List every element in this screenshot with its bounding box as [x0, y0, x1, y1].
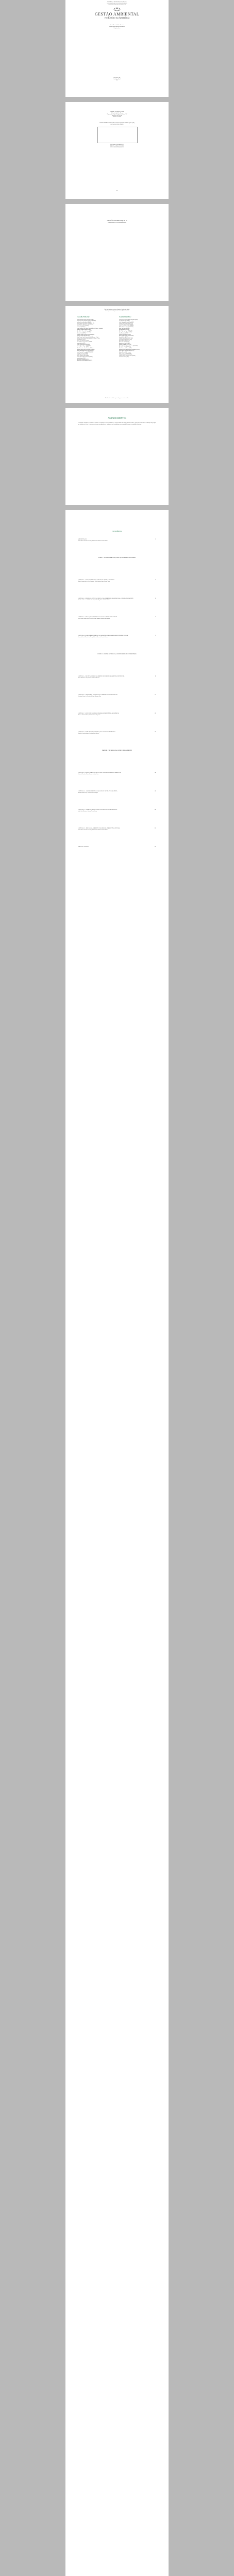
board-member-name: Carlos de Castro Neves Neto (UNESP): [119, 326, 134, 327]
toc-entry-page: 203: [154, 809, 156, 810]
toc-entry-page: 111: [154, 694, 156, 696]
isbn-line: ISBN Físico 978-85-444-3473-0: [110, 145, 124, 147]
board-member-name: Valdemir Antoneli (UNICENTRO): [119, 354, 132, 355]
board-member-name: Rodrigo Pratte-Santos (UFES): [77, 352, 88, 354]
board-member-name: Mauro Henrique de Barros Amoroso (FEBF/UERJ): [119, 345, 139, 347]
editor-name: Maria Luiza Barbosa Lima Matos: [109, 26, 125, 27]
toc-entry-authors: André Luiz Moreira, Juliana Farias Costa: [78, 811, 97, 812]
board-member-name: Antonio Nivaldo Hespanhol (UNESP): [119, 324, 133, 326]
isbn-line: DOI 10.24824/978854443473.0: [110, 147, 124, 148]
board-member-name: Marcel Mendes (Mackenzie): [119, 340, 130, 342]
copyright-footer: 2019: [116, 191, 118, 192]
editor-role: Organizadores: [113, 27, 121, 29]
acknowledgments-text: À Fundação Amazônia de Amparo a Estudos e Pesquisas do Pará (FAPESPA) e à Universidade do Estado do Pará (UEPA), pelo apoio concedido à realização da pesquisa que originou este livro. A todos os professores, pesquisadores e estudantes que contribuíram com seus trabalhos para a construção desta obra.: [78, 422, 156, 425]
editorial-board-list: [77, 319, 117, 362]
board-member-name: Sydione Santos (UEPG): [77, 358, 86, 359]
board-member-name: Leonel Severo Rocha (UNISINOS): [77, 344, 90, 346]
page-acknowledgments: [65, 408, 169, 505]
board-member-name: Edilson Soares de Souza (FABAPAR): [119, 327, 133, 328]
toc-entry-label: CAPÍTULO 10 – SAÚDE AMBIENTAL E QUALIDADE DE VIDA NA AMAZÔNIA 185: [78, 791, 156, 792]
half-title-line: GESTÃO AMBIENTAL E O: [107, 219, 127, 222]
board-member-name: Sérgio Murilo Santos de Araújo (UFCG): [119, 350, 135, 352]
cover-header-line: REPÚBLICA FEDERATIVA DO BRASIL: [107, 2, 127, 3]
toc-entry-label: CAPÍTULO 7 – GESTÃO DE RESÍDUOS SÓLIDOS EM MUNICÍPIOS AMAZÔNICOS 129: [78, 713, 156, 714]
toc-entry-label: CAPÍTULO 5 – POLÍTICAS PÚBLICAS AMBIENTAIS E DESENVOLVIMENTO SUSTENTÁVEL 93: [78, 676, 156, 677]
toc-entry-label: CAPÍTULO 6 – TERRITÓRIO, IDENTIDADE E COMUNIDADES TRADICIONAIS 111: [78, 694, 156, 696]
toc-entry[interactable]: [78, 694, 156, 698]
book-subtitle: e o Ensino na Amazônia: [104, 17, 130, 20]
board-member-name: Fabio Eduardo Cressoni (UNILAB): [119, 330, 132, 332]
toc-entry-page: 129: [154, 713, 156, 714]
board-member-name: Aldira Guimarães Duarte Domínguez (UNB): [77, 319, 94, 320]
board-member-name: Elizeu Clementino de Souza (UNEB): [77, 332, 91, 333]
board-member-name: Maurilio Rompatto (UNESPAR): [119, 344, 131, 346]
board-member-name: Lindon Fonseca Matias (UNICAMP): [119, 338, 133, 340]
toc-entry-authors: Bruno Monteiro Lima, Renata de Souza Moraes: [78, 677, 100, 679]
board-member-name: Carlos Alberto Vilar Estêvão (UMINHO – PT): [77, 323, 94, 325]
toc-entry-authors: Márcia Aparecida da Silva Pimentel, Kátia Regina Lopes Costa Freire: [78, 581, 110, 582]
toc-entry-authors: Cristiane Nunes de Oliveira, Helena Marques Dias: [78, 696, 101, 697]
board-member-name: Vera Lúcia Caixeta (UFT): [119, 357, 129, 358]
page-cover: [65, 0, 169, 97]
toc-entry[interactable]: [78, 654, 156, 655]
board-member-name: Lídia de Oliveira Xavier (UNIEURO): [77, 345, 91, 347]
board-member-name: Carlos Federico Dominguez Avila (Unieuro): [77, 324, 94, 326]
cover-header: [71, 2, 163, 6]
toc-entry-authors: Luiz Carlos Araújo Vieira, Ana Cristina Pimentel Carneiro de Almeida: [78, 618, 110, 619]
board-member-name: Lourdes Helena da Silva (UFV): [77, 346, 89, 348]
scientific-committee-list: [119, 319, 159, 358]
toc-entry-label: CAPÍTULO 2 – ENSINO DE CIÊNCIAS E EDUCAÇÃO AMBIENTAL: DESAFIOS PARA A FORMAÇÃO DOCENTE 37: [78, 598, 156, 599]
scientific-committee-title: Comitê Científico:: [119, 316, 131, 318]
catalog-box: [97, 127, 138, 143]
board-member-name: Helmuth Krüger (UCP): [77, 339, 86, 341]
board-member-name: Estevan Bartoli (UNIFESP): [119, 329, 130, 331]
publisher-name: EDITORA CRV: [113, 77, 121, 78]
toc-entry-label: CAPÍTULO 1 – GESTÃO AMBIENTAL: UM OLHAR SOBRE A AMAZÔNIA 15: [78, 580, 156, 581]
catalog-title: DADOS INTERNACIONAIS DE CATALOGAÇÃO NA PUBLICAÇÃO (CIP): [99, 123, 135, 124]
toc-entry-label: PARTE III – TECNOLOGIAS, SAÚDE E MEIO AMBIENTE: [102, 750, 132, 751]
board-member-name: Sylvio Fausto Gil Filho (UFPR): [119, 352, 131, 354]
toc-entry-label: PARTE II – POLÍTICAS PÚBLICAS, SUSTENTABILIDADE E TERRITÓRIO: [97, 654, 137, 655]
toc-entry-page: 93: [155, 676, 156, 677]
copyright-line: Diagramação e Capa: Designers da Editora CRV: [107, 114, 127, 115]
editorial-board-title: Conselho Editorial:: [77, 316, 90, 318]
toc-entry-label: CAPÍTULO 12 – EDUCAÇÃO, AMBIENTE E SOCIEDADE: PERSPECTIVAS FUTURAS 221: [78, 828, 156, 829]
toc-entry[interactable]: [78, 580, 156, 583]
toc-entry[interactable]: [78, 791, 156, 794]
toc-entry-page: 167: [154, 772, 156, 773]
toc-entry-authors: Tatiana Rocha Leite, Gabriel Souza Campos: [78, 792, 98, 793]
board-member-name: Andre Eduardo Ribeiro da Silva (IFSP): [119, 321, 134, 323]
board-member-name: Élsio José Corá (UFFS): [77, 333, 86, 334]
board-member-name: Marcio Luiz Carreri (UENP): [119, 343, 130, 344]
copyright-line: Revisão: Os Autores: [112, 116, 122, 118]
board-member-name: João Adalberto Campato Junior (UNESP): [77, 342, 93, 343]
availability-lines: [65, 309, 169, 312]
isbn-line: ISBN Digital 978-85-444-3474-7: [110, 144, 124, 145]
board-member-name: Fernando Antônio Gonçalves Alcoforado (IPB): [77, 334, 95, 335]
toc-entry-page: 15: [155, 580, 156, 581]
toc-entry-authors: José Alberto da Silva Ferreira, Maria Luiza Barbosa Lima Matos: [78, 829, 108, 831]
toc-entry[interactable]: [78, 713, 156, 716]
board-member-name: Tadeu Oliver Gonçalves (UFPA): [77, 359, 89, 360]
board-member-name: Adriane Piovezan (Faculdades Integradas Espírita): [119, 319, 138, 320]
publisher-logo-icon: [112, 7, 122, 11]
board-member-name: Guillermo Arias Beatón (Universidade de La Havana – Cuba): [77, 338, 100, 340]
copyright-lines: [65, 111, 169, 118]
board-member-name: Maria Cristina dos Santos Bezerra (UFSCar): [77, 348, 94, 349]
publisher-year: 2019: [116, 80, 118, 81]
board-member-name: Luiz Guilherme de Oliveira (UnB): [119, 339, 132, 341]
board-member-name: Sérgio Nunes de Jesus (IFRO): [77, 354, 88, 355]
board-member-name: Venilson Luciano Benigno Fonseca (IFMG): [119, 355, 136, 357]
board-member-name: Eliane Taís Gomes (UFAM): [119, 328, 130, 329]
cover-publisher: [65, 77, 169, 81]
toc-entry[interactable]: [78, 557, 156, 559]
toc-entry[interactable]: [78, 846, 156, 848]
toc-entry-page: 221: [154, 828, 156, 829]
page-half-title: [65, 204, 169, 301]
page-editorial-board: [65, 306, 169, 403]
board-member-name: Antônio Pereira Gaio Júnior (UFRRJ): [77, 321, 91, 323]
board-member-name: Simone Rocha (UnC): [119, 351, 127, 353]
toc-entry-authors: Eduardo Cardoso Pinto, Simone Araújo Lima: [78, 774, 99, 775]
toc-title: SUMÁRIO: [112, 531, 122, 533]
isbn-lines: [65, 144, 169, 148]
toc-entry-label: CAPÍTULO 8 – UNIDADES DE CONSERVAÇÃO E GESTÃO PARTICIPATIVA 147: [78, 732, 156, 733]
toc-entry-page: 239: [154, 846, 156, 848]
board-member-name: Eduardo Fernandes Barbosa (UFMG): [77, 329, 91, 331]
board-member-name: Francisco Carlos Duarte (PUC-PR): [77, 335, 90, 337]
toc-entry-label: PARTE I – GESTÃO AMBIENTAL, EDUCAÇÃO AMBIENTAL E ENSINO: [98, 557, 136, 558]
board-member-name: Carmen Tereza Velanga (UNIR): [77, 326, 89, 327]
copyright-line: Copyright © da Editora CRV Ltda.: [110, 111, 124, 112]
toc-entry-authors: Fernando José Pereira da Costa, João de Deus dos Santos Pereira: [78, 637, 108, 638]
board-member-name: Marcio Jose Ornat (UEPG): [119, 342, 129, 343]
toc-entry-page: 147: [154, 732, 156, 733]
toc-entry[interactable]: [78, 750, 156, 752]
availability-line: Conheça os nossos lançamentos: www.editoracrv.com.br: [105, 310, 129, 312]
toc-entry-label: CAPÍTULO 9 – GEOTECNOLOGIAS APLICADAS AO MONITORAMENTO AMBIENTAL 167: [78, 772, 156, 773]
board-member-name: Leandro Baller (UFGD): [119, 336, 128, 338]
toc-entry-authors: José Alberto da Silva Ferreira, Maria Luiza Barbosa Lima Matos: [78, 540, 108, 541]
toc-list: [78, 539, 156, 869]
board-member-name: Gloria Fariñas León (Universidade de La Havana – Cuba): [77, 336, 98, 338]
toc-entry-label: CAPÍTULO 3 – EDUCAÇÃO AMBIENTAL NA ESCOLA: PRÁTICAS E SABERES 55: [78, 617, 156, 618]
toc-entry[interactable]: [78, 732, 156, 735]
toc-entry[interactable]: [78, 539, 156, 542]
toc-entry-page: 185: [154, 791, 156, 792]
board-member-name: Gilmara Yoshihara Franco (UNIR): [119, 332, 132, 333]
board-member-name: Michel Kobelinski (UNESPAR): [119, 346, 131, 348]
board-member-name: Karla Rosário Brumes (UNICENTRO): [119, 335, 134, 337]
board-member-name: Alexandre Pierezan (UFMS): [119, 320, 130, 322]
cover-header-line: PROGRAMA DE PÓS-GRADUAÇÃO: [108, 4, 126, 6]
half-title-line: ENSINO NA AMAZÔNIA: [107, 222, 127, 224]
board-member-name: Celso Conti (UFSCar): [77, 327, 86, 328]
toc-entry-page: 55: [155, 617, 156, 618]
half-title: [65, 219, 169, 224]
copyright-line: Imagem de capa: Freepik: [111, 115, 123, 116]
board-member-name: Josania Portela (UFPI): [77, 343, 86, 344]
board-member-name: Simone Rodrigues Pinto (UNB): [77, 355, 89, 357]
catalog-subtitle: CATALOGAÇÃO NA FONTE: [110, 124, 124, 125]
toc-entry-page: 73: [155, 635, 156, 636]
publisher-city: Curitiba – Brasil: [113, 78, 121, 80]
board-member-name: Elione Maria Nogueira Diogenes (UFAL): [77, 330, 93, 332]
board-member-name: Andréia da Silva Quintanilha Sousa (UNIR/UFRN): [77, 320, 96, 322]
board-member-name: Tania Suely Azevedo Brasileiro (UFOPA): [77, 360, 93, 362]
toc-entry[interactable]: [78, 617, 156, 620]
board-member-name: Jairo Marchesan (UNC): [119, 333, 128, 334]
board-footer: Este livro foi avaliado e aprovado por pareceristas ad hoc.: [105, 398, 129, 399]
toc-entry[interactable]: [78, 635, 156, 638]
toc-entry-page: 11: [155, 539, 156, 540]
availability-line: Esta obra também encontra-se disponível em formato digital.: [104, 309, 130, 310]
board-member-name: Maria Lília Imbiriba Sousa Colares (UFOPA): [77, 350, 94, 352]
toc-entry-authors: Rosália do Socorro da Silva Corrêa, Nadia Magalhães da Silva Freitas: [78, 600, 110, 601]
page-copyright: [65, 102, 169, 199]
board-member-name: Paulo Romualdo Hernandes (UNIFAL-MG): [77, 351, 93, 353]
toc-entry-label: CAPÍTULO 11 – ENERGIAS RENOVÁVEIS E SUSTENTABILIDADE REGIONAL 203: [78, 809, 156, 810]
page-table-of-contents: [65, 510, 169, 2576]
book-title: GESTÃO AMBIENTAL: [95, 12, 139, 16]
toc-entry[interactable]: [78, 772, 156, 775]
toc-entry-label: APRESENTAÇÃO 11: [78, 539, 156, 540]
board-member-name: Cesar Gerónimo Tello (Univer. Nacional Três de Febrero – Argentina): [77, 328, 103, 329]
board-member-name: Solange Helena Ximenes-Rocha (UFOPA): [77, 357, 93, 358]
book-editors: [65, 25, 169, 29]
editor-name: José Alberto da Silva Ferreira: [110, 25, 124, 26]
toc-entry-label: SOBRE OS AUTORES 239: [78, 846, 156, 848]
board-member-name: Jailson Alves dos Santos (UFRJ): [77, 340, 89, 342]
toc-entry-label: CAPÍTULO 4 – OS RECURSOS HÍDRICOS NA AMAZÔNIA: UMA ABORDAGEM INTERDISCIPLINAR 73: [78, 635, 156, 636]
board-member-name: Antonio Jose Teixeira Guerra (UFRJ): [119, 323, 133, 325]
toc-entry[interactable]: [78, 598, 156, 601]
toc-entry-page: 37: [155, 598, 156, 599]
toc-entry[interactable]: [78, 828, 156, 831]
board-member-name: Jussara Fraga Portugal (UNEB): [119, 334, 131, 335]
toc-entry[interactable]: [78, 809, 156, 812]
toc-entry-authors: Ricardo Ferreira Santos, Luciana Melo Barros: [78, 733, 99, 734]
board-member-name: Rosangela Aparecida de Medeiros Hespanhol (UNESP): [119, 349, 140, 350]
cover-header-line: UNIVERSIDADE DO ESTADO DO PARÁ: [107, 3, 127, 4]
board-member-name: Maria de Lourdes Pinto de Almeida (UNOESC): [77, 349, 95, 350]
toc-entry-authors: Marcos Antônio Ribeiro, Patrícia Alves Nogueira: [78, 715, 101, 716]
board-member-name: Rafael Guarato dos Santos (UFG): [119, 348, 132, 349]
toc-entry[interactable]: [78, 676, 156, 679]
copyright-line: Editor-chefe: Railson Moura: [111, 112, 123, 114]
acknowledgments-title: AGRADECIMENTOS: [108, 417, 126, 419]
